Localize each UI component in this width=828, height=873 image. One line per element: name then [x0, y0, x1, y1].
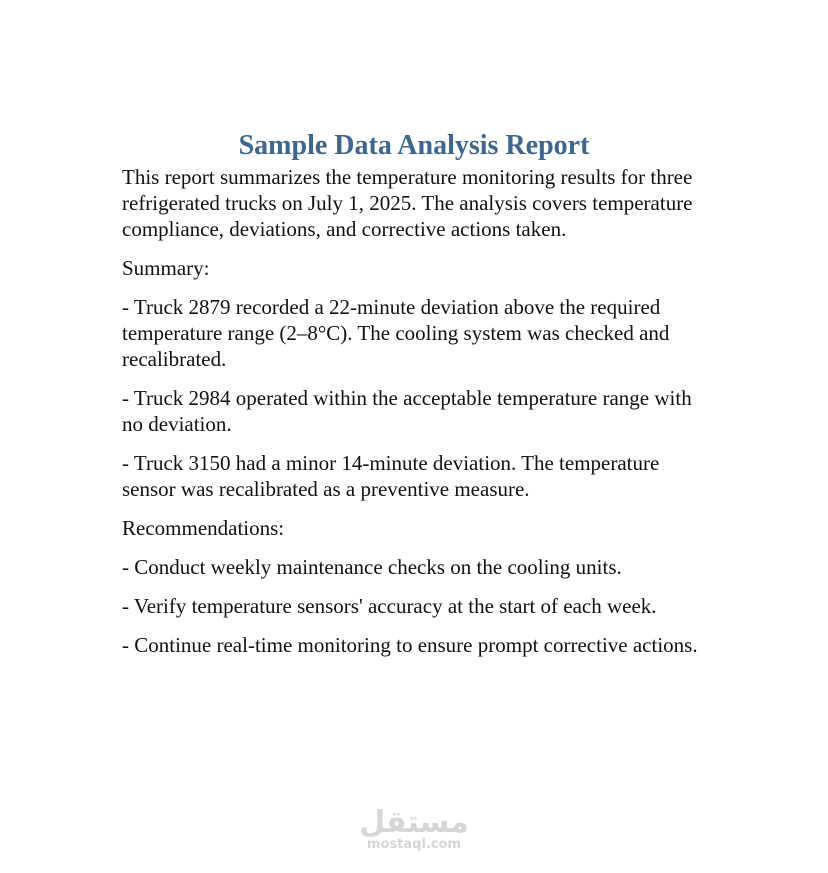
summary-heading: Summary: [122, 256, 210, 280]
watermark-domain: mostaql.com [366, 837, 462, 852]
recommendations-heading: Recommendations: [122, 516, 285, 540]
summary-item: - Truck 2984 operated within the acceptable temperature range with no deviation. [122, 386, 692, 436]
recommendation-item: - Conduct weekly maintenance checks on the cooling units. [122, 555, 622, 579]
report-body [122, 164, 712, 671]
mostaql-watermark [0, 806, 828, 852]
intro-paragraph: This report summarizes the temperature monitoring results for three refrigerated trucks on July 1, 2025. The analysis covers temperature compliance, deviations, and corrective actions taken. [122, 165, 693, 241]
summary-item: - Truck 3150 had a minor 14-minute deviation. The temperature sensor was recalibrated as a preventive measure. [122, 451, 660, 501]
report-title: Sample Data Analysis Report [238, 130, 590, 161]
summary-item: - Truck 2879 recorded a 22-minute deviation above the required temperature range (2–8°C). The cooling system was checked and recalibrated. [122, 295, 670, 371]
recommendation-item: - Continue real-time monitoring to ensure prompt corrective actions. [122, 633, 698, 657]
watermark-logo: مستقل [359, 805, 469, 840]
recommendation-item: - Verify temperature sensors' accuracy at the start of each week. [122, 594, 657, 618]
